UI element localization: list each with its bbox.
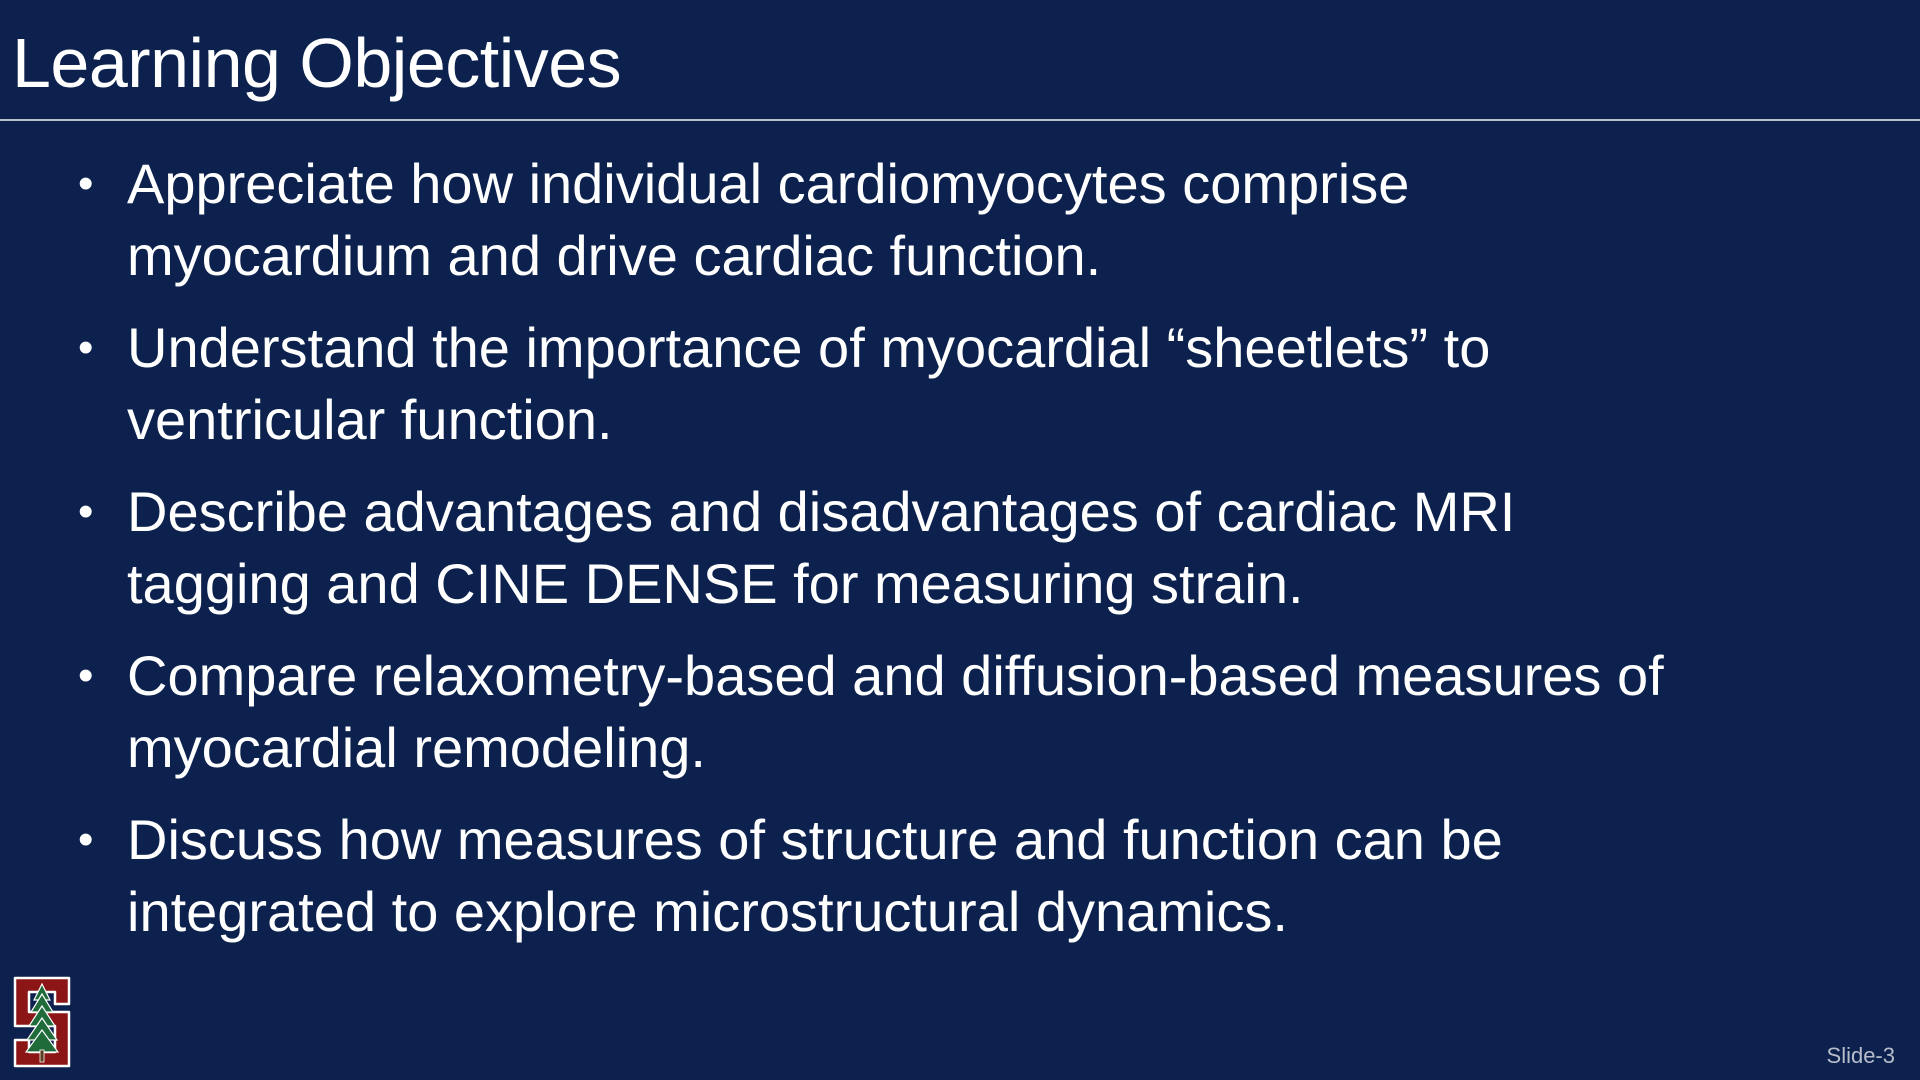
- objective-item: [0, 804, 1920, 948]
- objective-line: myocardial remodeling.: [127, 716, 706, 779]
- objective-line: integrated to explore microstructural dynamics.: [127, 880, 1288, 943]
- objective-line: Describe advantages and disadvantages of cardiac MRI: [127, 480, 1516, 543]
- objective-item: [0, 148, 1920, 292]
- objective-line: tagging and CINE DENSE for measuring strain.: [127, 552, 1304, 615]
- objective-line: Understand the importance of myocardial “sheetlets” to: [127, 316, 1491, 379]
- bullet-icon: •: [78, 323, 94, 372]
- stanford-tree-logo-icon: [9, 974, 75, 1070]
- objective-item: [0, 312, 1920, 456]
- objective-line: Discuss how measures of structure and function can be: [127, 808, 1503, 871]
- bullet-icon: •: [78, 159, 94, 208]
- bullet-icon: •: [78, 651, 94, 700]
- slide-number: Slide-3: [1826, 1043, 1895, 1068]
- bullet-icon: •: [78, 487, 94, 536]
- title-divider: [0, 119, 1920, 121]
- objective-line: Compare relaxometry-based and diffusion-based measures of: [127, 644, 1664, 707]
- objective-line: Appreciate how individual cardiomyocytes comprise: [127, 152, 1410, 215]
- objective-line: ventricular function.: [127, 388, 613, 451]
- bullet-icon: •: [78, 815, 94, 864]
- objective-item: [0, 640, 1920, 784]
- objectives-list: [0, 148, 1920, 968]
- slide-title: Learning Objectives: [12, 24, 622, 102]
- objective-line: myocardium and drive cardiac function.: [127, 224, 1102, 287]
- objective-item: [0, 476, 1920, 620]
